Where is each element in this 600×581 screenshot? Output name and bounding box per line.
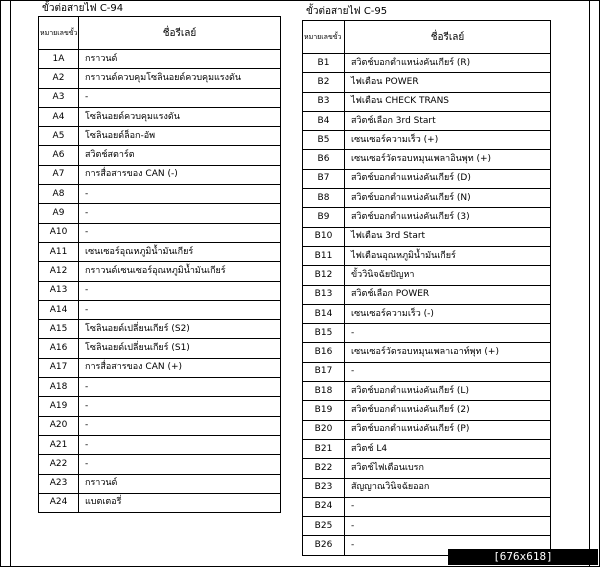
c95-relay-name: - bbox=[345, 362, 551, 381]
c94-pin-number: A11 bbox=[39, 242, 79, 261]
c94-table-row bbox=[39, 107, 281, 126]
c94-table-row bbox=[39, 281, 281, 300]
c94-table-row bbox=[39, 416, 281, 435]
right-border-rule bbox=[589, 0, 590, 567]
c95-table-row bbox=[303, 208, 551, 227]
c94-relay-name: กราวนด์ bbox=[79, 50, 281, 69]
c95-table-row bbox=[303, 73, 551, 92]
c95-relay-name: - bbox=[345, 497, 551, 516]
c95-table-row bbox=[303, 497, 551, 516]
c95-table-row bbox=[303, 478, 551, 497]
c95-relay-name: สวิตช์บอกตำแหน่งคันเกียร์ (D) bbox=[345, 169, 551, 188]
c94-header-row bbox=[39, 17, 281, 50]
c94-relay-name: กราวนด์ bbox=[79, 474, 281, 493]
c94-relay-name: - bbox=[79, 281, 281, 300]
c94-table-row bbox=[39, 474, 281, 493]
c95-pin-number: B12 bbox=[303, 266, 345, 285]
c94-pin-number: A14 bbox=[39, 300, 79, 319]
c94-pin-number: A21 bbox=[39, 435, 79, 454]
c94-relay-name: แบตเตอรี่ bbox=[79, 493, 281, 512]
c95-relay-name: ไฟเตือน 3rd Start bbox=[345, 227, 551, 246]
c95-pin-number: B24 bbox=[303, 497, 345, 516]
c95-relay-name: ไฟเตือน POWER bbox=[345, 73, 551, 92]
c95-pin-number: B23 bbox=[303, 478, 345, 497]
c95-pin-number: B14 bbox=[303, 304, 345, 323]
c94-caption: ขั้วต่อสายไฟ C-94 bbox=[42, 3, 124, 14]
c95-relay-name: - bbox=[345, 517, 551, 536]
c95-table-row bbox=[303, 401, 551, 420]
c95-header-relay-name: ชื่อรีเลย์ bbox=[345, 21, 551, 54]
c94-relay-name: - bbox=[79, 185, 281, 204]
c95-table-row bbox=[303, 92, 551, 111]
c94-pin-number: A6 bbox=[39, 146, 79, 165]
c94-pin-number: A12 bbox=[39, 262, 79, 281]
left-border-rule bbox=[10, 0, 11, 567]
c94-table-row bbox=[39, 165, 281, 184]
c95-relay-name: สวิตช์บอกตำแหน่งคันเกียร์ (2) bbox=[345, 401, 551, 420]
c95-table-row bbox=[303, 517, 551, 536]
c95-table-row bbox=[303, 439, 551, 458]
c94-table-row bbox=[39, 300, 281, 319]
c94-table-row bbox=[39, 146, 281, 165]
c94-relay-name: - bbox=[79, 378, 281, 397]
c95-pin-number: B26 bbox=[303, 536, 345, 555]
c94-relay-name: - bbox=[79, 300, 281, 319]
c94-pin-number: A9 bbox=[39, 204, 79, 223]
c94-relay-name: โซลินอยด์เปลี่ยนเกียร์ (S2) bbox=[79, 320, 281, 339]
c94-relay-name: - bbox=[79, 88, 281, 107]
c94-table-row bbox=[39, 50, 281, 69]
c94-pin-number: A20 bbox=[39, 416, 79, 435]
c95-pin-number: B8 bbox=[303, 189, 345, 208]
c95-relay-name: สวิตช์บอกตำแหน่งคันเกียร์ (L) bbox=[345, 382, 551, 401]
c94-pin-number: A18 bbox=[39, 378, 79, 397]
c94-pin-number: 1A bbox=[39, 50, 79, 69]
c95-relay-name: สวิตช์ไฟเตือนเบรก bbox=[345, 459, 551, 478]
c94-table-row bbox=[39, 69, 281, 88]
c94-table-row bbox=[39, 88, 281, 107]
c94-relay-name: เซนเซอร์อุณหภูมิน้ำมันเกียร์ bbox=[79, 242, 281, 261]
c95-relay-name: เซนเซอร์วัดรอบหมุนเพลาอินพุท (+) bbox=[345, 150, 551, 169]
c95-table-row bbox=[303, 54, 551, 73]
c94-relay-name: การสื่อสารของ CAN (+) bbox=[79, 358, 281, 377]
c94-header-pin-number: หมายเลขขั้ว bbox=[39, 17, 79, 50]
c94-pin-number: A3 bbox=[39, 88, 79, 107]
c94-relay-name: สวิตช์สตาร์ต bbox=[79, 146, 281, 165]
c95-table-row bbox=[303, 324, 551, 343]
c95-pin-number: B13 bbox=[303, 285, 345, 304]
c94-pin-table bbox=[38, 16, 281, 513]
c95-pin-number: B5 bbox=[303, 131, 345, 150]
c95-relay-name: ขั้ววินิจฉัยปัญหา bbox=[345, 266, 551, 285]
c94-relay-name: - bbox=[79, 455, 281, 474]
c95-pin-number: B1 bbox=[303, 54, 345, 73]
c95-pin-number: B10 bbox=[303, 227, 345, 246]
c94-table-row bbox=[39, 242, 281, 261]
c94-pin-number: A15 bbox=[39, 320, 79, 339]
c94-table-row bbox=[39, 204, 281, 223]
c95-relay-name: เซนเซอร์ความเร็ว (+) bbox=[345, 131, 551, 150]
c95-table-row bbox=[303, 111, 551, 130]
c95-relay-name: เซนเซอร์วัดรอบหมุนเพลาเอาท์พุท (+) bbox=[345, 343, 551, 362]
c95-relay-name: สวิตช์บอกตำแหน่งคันเกียร์ (N) bbox=[345, 189, 551, 208]
c95-table-row bbox=[303, 420, 551, 439]
c94-relay-name: กราวนด์ควบคุมโซลินอยด์ควบคุมแรงดัน bbox=[79, 69, 281, 88]
c95-relay-name: ไฟเตือนอุณหภูมิน้ำมันเกียร์ bbox=[345, 246, 551, 265]
c95-table-row bbox=[303, 227, 551, 246]
c95-header-row bbox=[303, 21, 551, 54]
c94-pin-number: A8 bbox=[39, 185, 79, 204]
c95-pin-number: B4 bbox=[303, 111, 345, 130]
c95-table-row bbox=[303, 150, 551, 169]
c95-relay-name: สวิตช์ L4 bbox=[345, 439, 551, 458]
c94-pin-number: A5 bbox=[39, 127, 79, 146]
c94-table-row bbox=[39, 262, 281, 281]
c95-caption: ขั้วต่อสายไฟ C-95 bbox=[306, 6, 388, 17]
c95-pin-number: B20 bbox=[303, 420, 345, 439]
c94-table-row bbox=[39, 339, 281, 358]
c94-relay-name: โซลินอยด์ล็อก-อัพ bbox=[79, 127, 281, 146]
c95-pin-number: B15 bbox=[303, 324, 345, 343]
c94-table-row bbox=[39, 397, 281, 416]
c94-table-row bbox=[39, 185, 281, 204]
c95-relay-name: สวิตช์บอกตำแหน่งคันเกียร์ (3) bbox=[345, 208, 551, 227]
c95-pin-table bbox=[302, 20, 551, 556]
c95-relay-name: - bbox=[345, 536, 551, 555]
c94-table-row bbox=[39, 493, 281, 512]
c95-table-row bbox=[303, 246, 551, 265]
c95-pin-number: B9 bbox=[303, 208, 345, 227]
c95-pin-number: B6 bbox=[303, 150, 345, 169]
c95-table-row bbox=[303, 459, 551, 478]
c95-pin-number: B16 bbox=[303, 343, 345, 362]
c95-pin-number: B11 bbox=[303, 246, 345, 265]
c94-relay-name: - bbox=[79, 223, 281, 242]
c94-pin-number: A23 bbox=[39, 474, 79, 493]
c94-pin-number: A10 bbox=[39, 223, 79, 242]
c94-table-row bbox=[39, 435, 281, 454]
c95-table-row bbox=[303, 189, 551, 208]
c94-table-row bbox=[39, 358, 281, 377]
c94-pin-number: A2 bbox=[39, 69, 79, 88]
c95-relay-name: สวิตช์บอกตำแหน่งคันเกียร์ (P) bbox=[345, 420, 551, 439]
c95-pin-number: B17 bbox=[303, 362, 345, 381]
c94-pin-number: A24 bbox=[39, 493, 79, 512]
c95-pin-number: B21 bbox=[303, 439, 345, 458]
c95-pin-number: B22 bbox=[303, 459, 345, 478]
c94-table-row bbox=[39, 455, 281, 474]
c94-pin-number: A13 bbox=[39, 281, 79, 300]
c95-relay-name: สวิตช์เลือก 3rd Start bbox=[345, 111, 551, 130]
image-watermark: [676x618] https://upic.me/ bbox=[448, 549, 598, 565]
c95-table-row bbox=[303, 304, 551, 323]
c94-relay-name: โซลินอยด์เปลี่ยนเกียร์ (S1) bbox=[79, 339, 281, 358]
c94-relay-name: - bbox=[79, 204, 281, 223]
c94-pin-number: A17 bbox=[39, 358, 79, 377]
c95-pin-number: B7 bbox=[303, 169, 345, 188]
c95-pin-number: B19 bbox=[303, 401, 345, 420]
c94-relay-name: - bbox=[79, 435, 281, 454]
c95-pin-number: B25 bbox=[303, 517, 345, 536]
c95-table-row bbox=[303, 131, 551, 150]
c94-pin-number: A7 bbox=[39, 165, 79, 184]
c95-relay-name: สัญญาณวินิจฉัยออก bbox=[345, 478, 551, 497]
c95-relay-name: สวิตช์เลือก POWER bbox=[345, 285, 551, 304]
c94-pin-number: A16 bbox=[39, 339, 79, 358]
c95-pin-number: B18 bbox=[303, 382, 345, 401]
c95-header-pin-number: หมายเลขขั้ว bbox=[303, 21, 345, 54]
c94-relay-name: โซลินอยด์ควบคุมแรงดัน bbox=[79, 107, 281, 126]
c95-pin-number: B2 bbox=[303, 73, 345, 92]
c94-relay-name: การสื่อสารของ CAN (-) bbox=[79, 165, 281, 184]
c95-table-row bbox=[303, 382, 551, 401]
c94-table-row bbox=[39, 223, 281, 242]
c95-table-row bbox=[303, 285, 551, 304]
c95-relay-name: เซนเซอร์ความเร็ว (-) bbox=[345, 304, 551, 323]
c94-relay-name: กราวนด์เซนเซอร์อุณหภูมิน้ำมันเกียร์ bbox=[79, 262, 281, 281]
c94-relay-name: - bbox=[79, 416, 281, 435]
c94-header-relay-name: ชื่อรีเลย์ bbox=[79, 17, 281, 50]
c94-pin-number: A22 bbox=[39, 455, 79, 474]
c95-pin-number: B3 bbox=[303, 92, 345, 111]
c95-table-row bbox=[303, 266, 551, 285]
c95-table-row bbox=[303, 343, 551, 362]
c94-relay-name: - bbox=[79, 397, 281, 416]
c95-relay-name: - bbox=[345, 324, 551, 343]
c94-table-row bbox=[39, 127, 281, 146]
c95-table-row bbox=[303, 362, 551, 381]
c94-table-row bbox=[39, 320, 281, 339]
c95-relay-name: ไฟเตือน CHECK TRANS bbox=[345, 92, 551, 111]
c94-pin-number: A19 bbox=[39, 397, 79, 416]
c95-table-row bbox=[303, 169, 551, 188]
c94-pin-number: A4 bbox=[39, 107, 79, 126]
c94-table-row bbox=[39, 378, 281, 397]
c95-relay-name: สวิตช์บอกตำแหน่งคันเกียร์ (R) bbox=[345, 54, 551, 73]
